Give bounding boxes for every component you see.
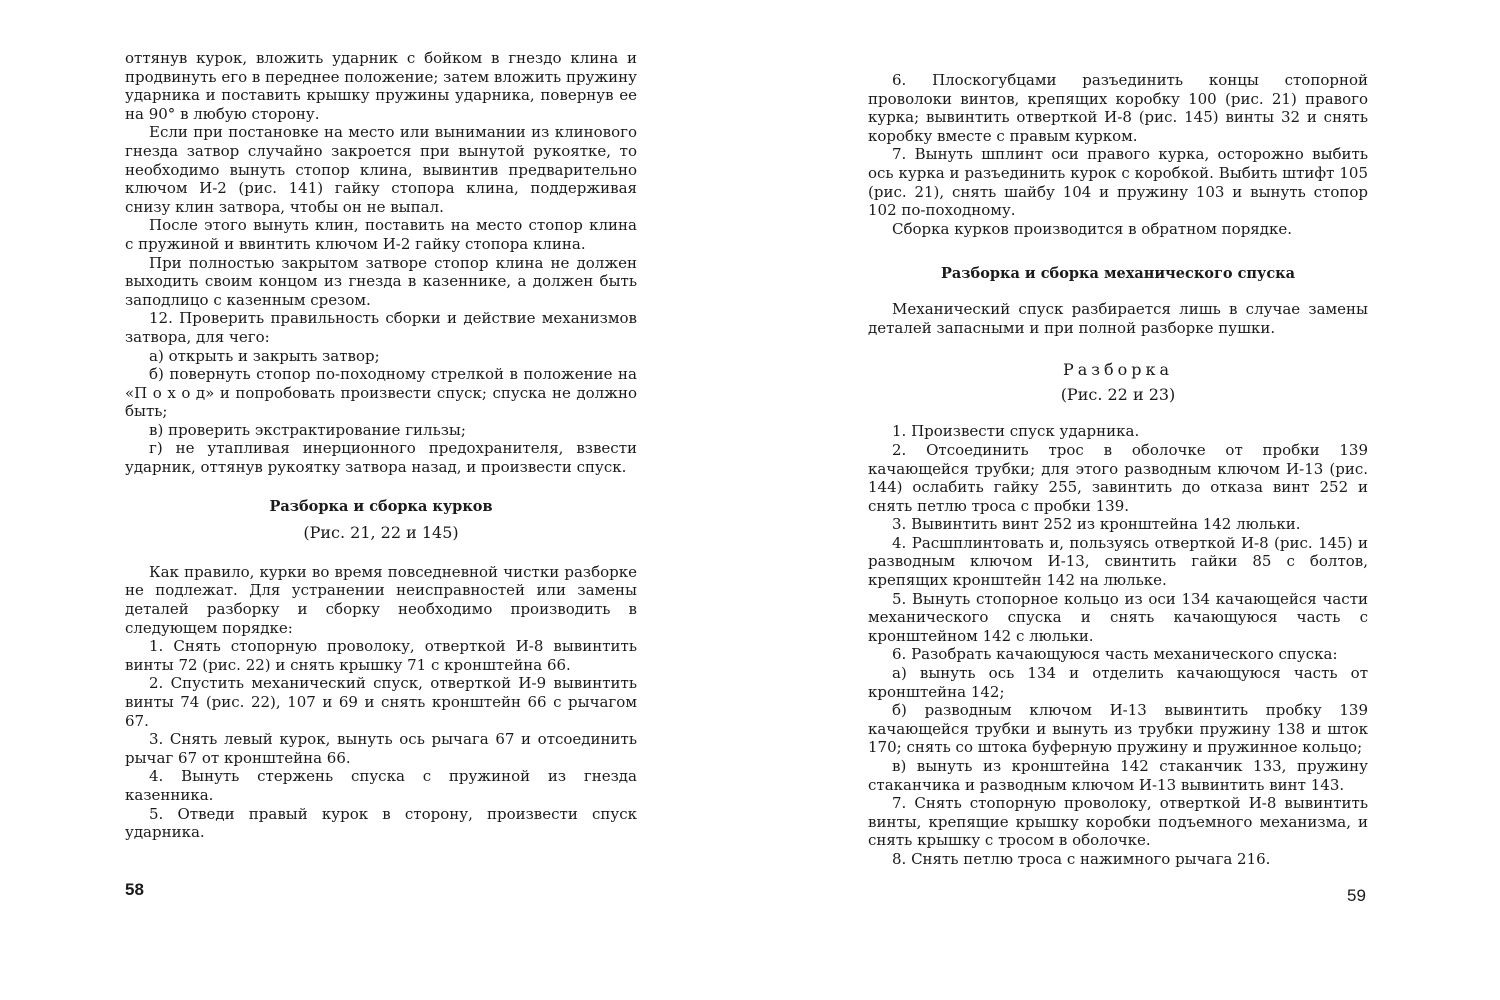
list-item: 3. Вывинтить винт 252 из кронштейна 142 люльки.	[892, 515, 1301, 534]
page-number-right: 59	[1347, 886, 1366, 905]
paragraph: а) открыть и закрыть затвор;	[149, 346, 380, 365]
paragraph: б) повернуть стопор по-походному стрелкой в положение на «П о х о д» и попробовать произвести спуск; спуска не должно быть;	[125, 365, 637, 421]
paragraph: 12. Проверить правильность сборки и действие механизмов затвора, для чего:	[125, 309, 637, 346]
list-item: 8. Снять петлю троса с нажимного рычага 216.	[892, 849, 1271, 868]
list-item: 6. Разобрать качающуюся часть механического спуска:	[892, 645, 1338, 664]
left-page	[125, 49, 637, 842]
section-heading: Разборка и сборка механического спуска	[940, 265, 1296, 283]
paragraph: г) не утапливая инерционного предохранителя, взвести ударник, оттянув рукоятку затвора назад, и произвести спуск.	[125, 439, 637, 477]
list-item: 2. Отсоединить трос в оболочке от пробки 139 качающейся трубки; для этого разводным ключом И-13 (рис. 144) ослабить гайку 255, завинтить до отказа винт 252 и снять петлю троса с пробки 139.	[868, 440, 1368, 515]
list-item: б) разводным ключом И-13 вывинтить пробку 139 качающейся трубки и вынуть из трубки пружину 138 и шток 170; снять со штока буферную пружину и пружинное кольцо;	[868, 701, 1368, 757]
figure-reference: (Рис. 21, 22 и 145)	[303, 523, 459, 543]
paragraph: Механический спуск разбирается лишь в случае замены деталей запасными и при полной разборке пушки.	[868, 299, 1368, 337]
section-heading: Разборка и сборка курков	[269, 497, 493, 515]
list-item: 7. Снять стопорную проволоку, отверткой И-8 вывинтить винты, крепящие крышку коробки подъемного механизма, и снять крышку с тросом в оболочке.	[868, 794, 1368, 850]
paragraph: Как правило, курки во время повседневной чистки разборке не подлежат. Для устранении неисправностей или замены деталей разборку и сборку необходимо производить в следующем порядке:	[125, 562, 637, 637]
paragraph: 7. Вынуть шплинт оси правого курка, осторожно выбить ось курка и разъединить курок с коробкой. Выбить штифт 105 (рис. 21), снять шайбу 104 и пружину 103 и вынуть стопор 102 по-походному.	[868, 145, 1368, 220]
list-item: 5. Вынуть стопорное кольцо из оси 134 качающейся части механического спуска и снять качающуюся часть с кронштейном 142 с люльки.	[868, 589, 1368, 645]
list-item: 1. Произвести спуск ударника.	[892, 422, 1140, 441]
paragraph: 5. Отведи правый курок в сторону, произвести спуск ударника.	[125, 804, 637, 842]
paragraph: При полностью закрытом затворе стопор клина не должен выходить своим концом из гнезда в казеннике, а должен быть заподлицо с казенным срезом.	[125, 253, 637, 309]
list-item: а) вынуть ось 134 и отделить качающуюся часть от кронштейна 142;	[868, 664, 1368, 701]
paragraph: 3. Снять левый курок, вынуть ось рычага 67 и отсоединить рычаг 67 от кронштейна 66.	[125, 730, 637, 767]
paragraph: 4. Вынуть стержень спуска с пружиной из гнезда казенника.	[125, 767, 637, 804]
paragraph: 6. Плоскогубцами разъединить концы стопорной проволоки винтов, крепящих коробку 100 (рис. 21) правого курка; вывинтить отверткой И-8 (рис. 145) винты 32 и снять коробку вместе с правым курком.	[868, 71, 1368, 145]
list-item: 4. Расшплинтовать и, пользуясь отверткой И-8 (рис. 145) и разводным ключом И-13, свинтить гайки 85 с болтов, крепящих кронштейн 142 на люльке.	[868, 533, 1368, 590]
page-number-left: 58	[125, 880, 144, 899]
list-item: в) вынуть из кронштейна 142 стаканчик 133, пружину стаканчика и разводным ключом И-13 вывинтить винт 143.	[868, 757, 1368, 794]
subsection-title: Разборка	[1062, 360, 1174, 380]
right-page	[868, 71, 1368, 869]
paragraph: 2. Спустить механический спуск, отверткой И-9 вывинтить винты 74 (рис. 22), 107 и 69 и снять кронштейн 66 с рычагом 67.	[125, 674, 637, 730]
paragraph: оттянув курок, вложить ударник с бойком в гнездо клина и продвинуть его в переднее положение; затем вложить пружину ударника и поставить крышку пружины ударника, повернув ее на 90° в любую сторону.	[125, 49, 637, 123]
paragraph: 1. Снять стопорную проволоку, отверткой И-8 вывинтить винты 72 (рис. 22) и снять крышку 71 с кронштейна 66.	[125, 637, 637, 674]
paragraph: После этого вынуть клин, поставить на место стопор клина с пружиной и ввинтить ключом И-2 гайку стопора клина.	[125, 216, 637, 253]
paragraph: Если при постановке на место или вынимании из клинового гнезда затвор случайно закроется при вынутой рукоятке, то необходимо вынуть стопор клина, вывинтив предварительно ключом И-2 (рис. 141) гайку стопора клина, поддерживая снизу клин затвора, чтобы он не выпал.	[125, 123, 637, 216]
figure-reference: (Рис. 22 и 23)	[1060, 384, 1176, 404]
paragraph: Сборка курков производится в обратном порядке.	[892, 219, 1293, 238]
paragraph: в) проверить экстрактирование гильзы;	[149, 420, 466, 439]
